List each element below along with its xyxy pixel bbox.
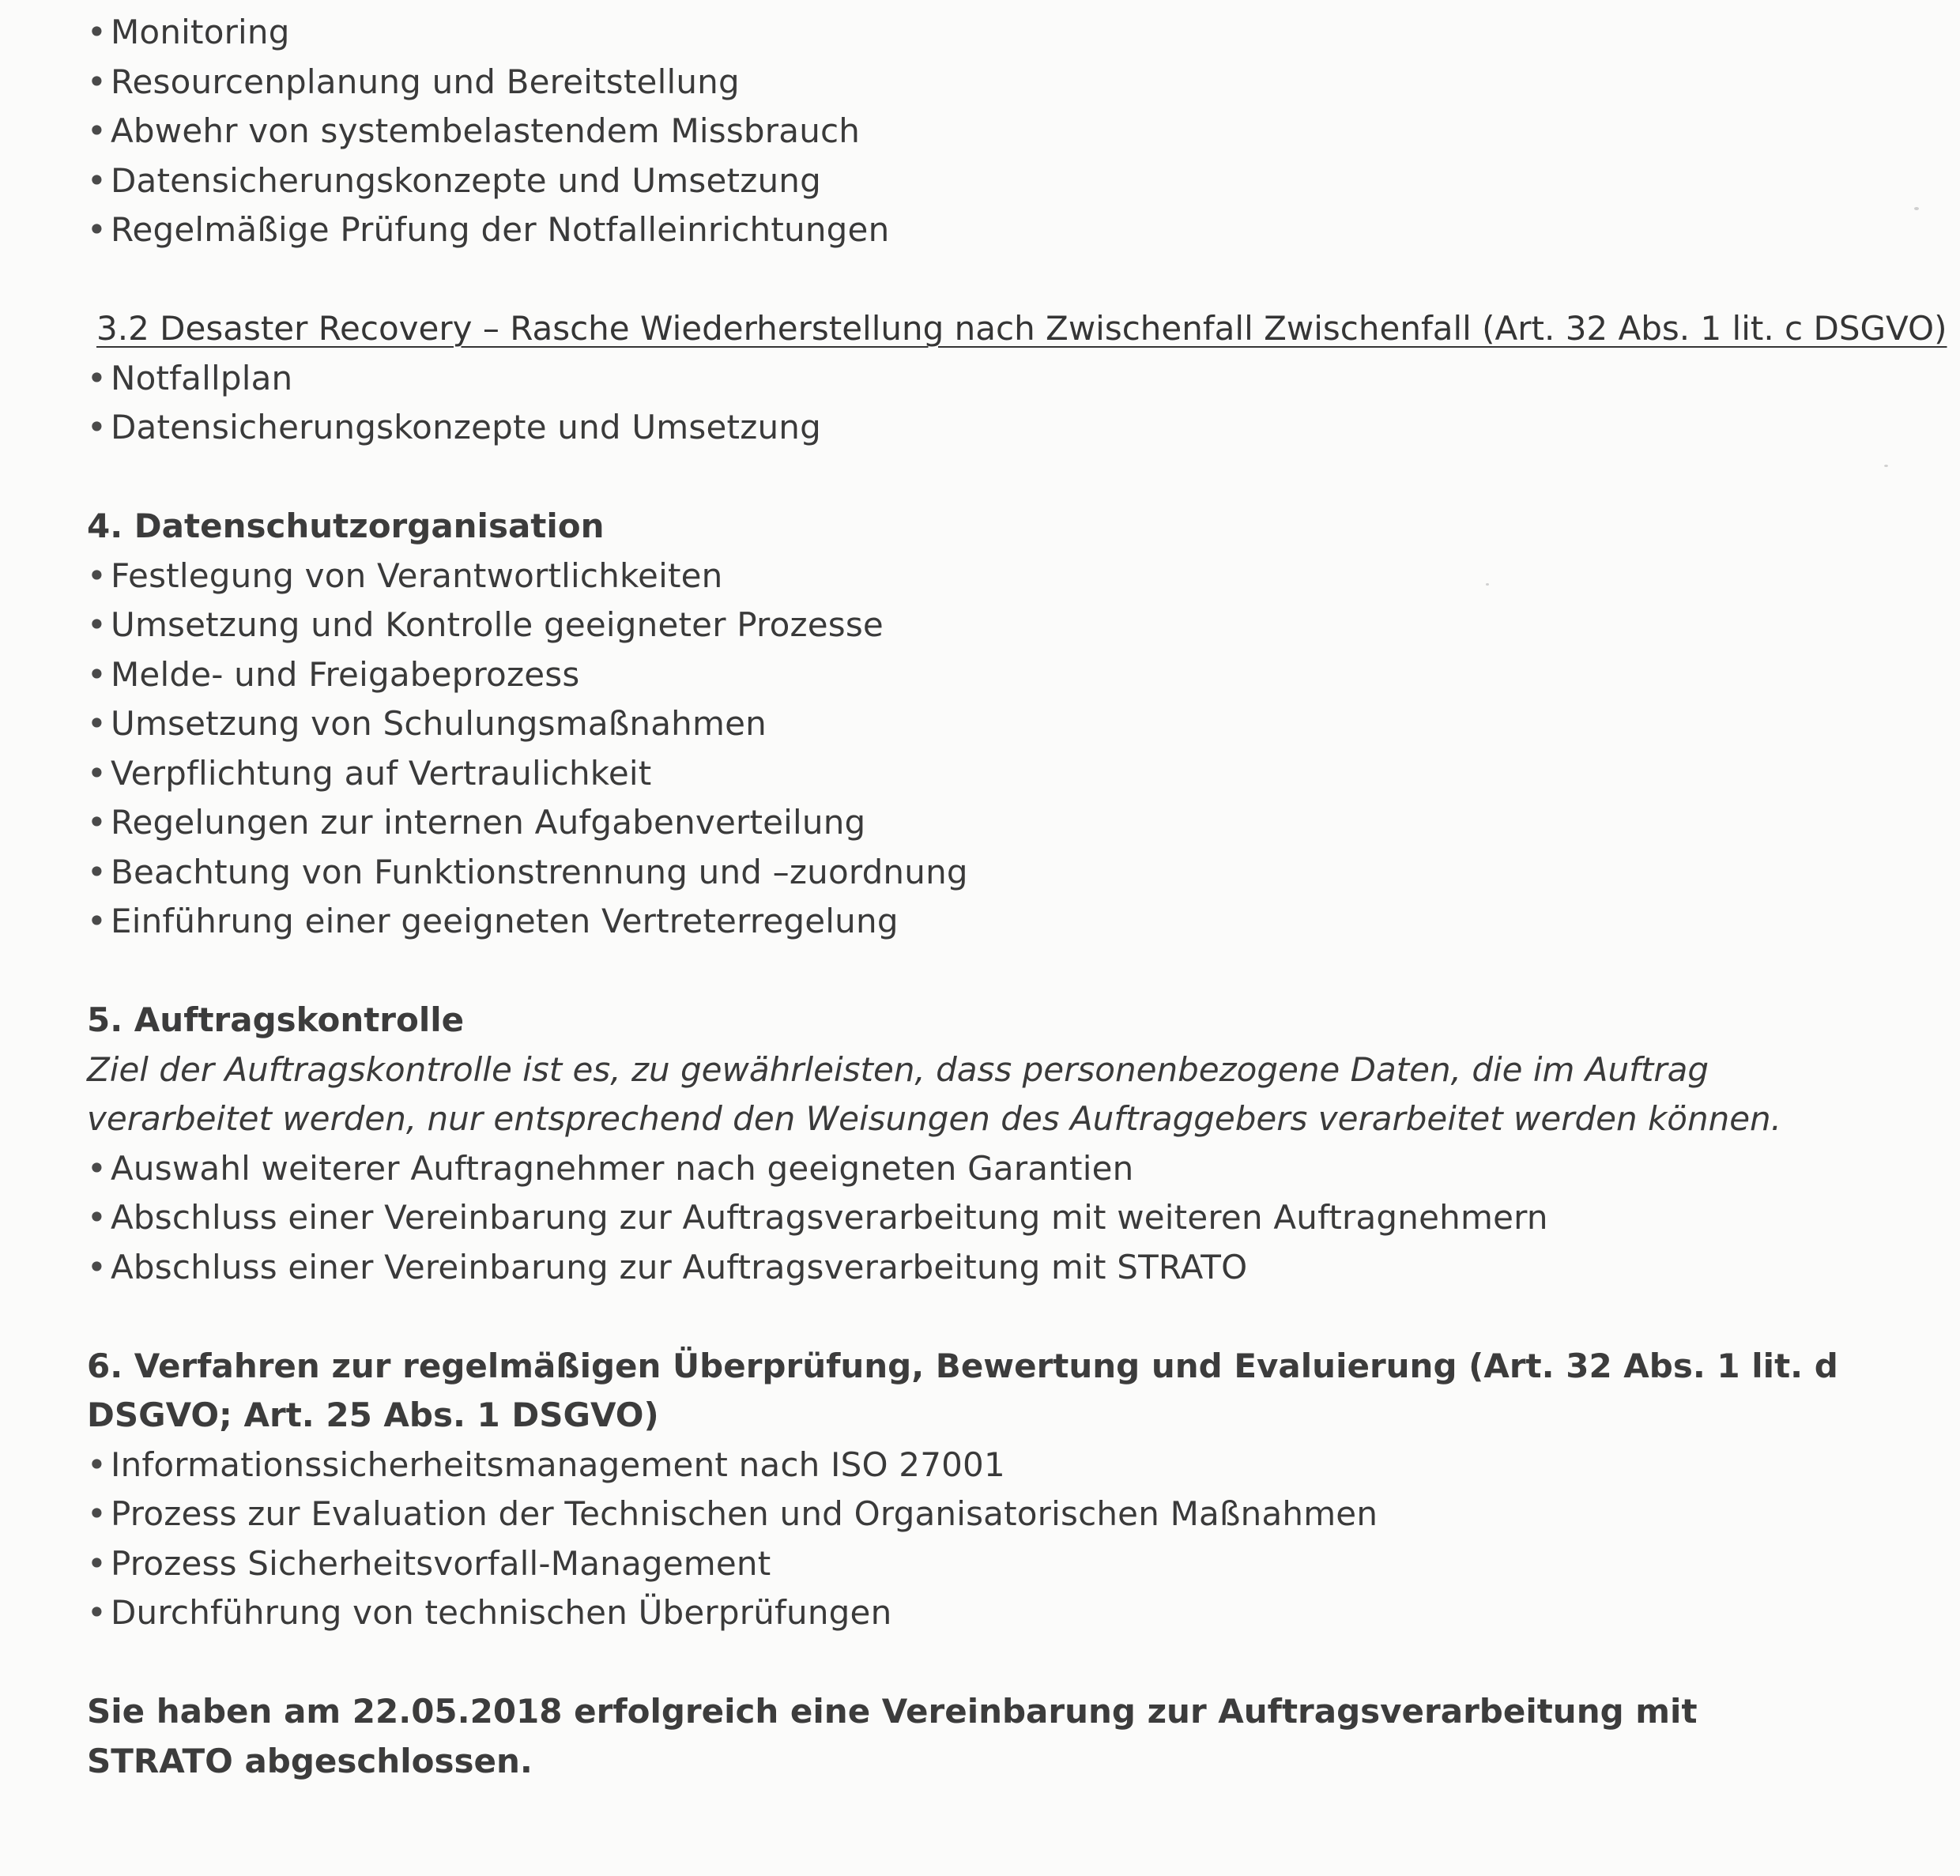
bullet-icon: • (87, 408, 107, 446)
bullet-icon: • (87, 902, 107, 940)
list-item: • Verpflichtung auf Vertraulichkeit (87, 749, 1936, 799)
bullet-icon: • (87, 111, 107, 150)
section-spacer (87, 255, 1936, 305)
bullet-icon: • (87, 1543, 107, 1583)
list-item: • Notfallplan (87, 354, 1936, 404)
list-item: • Abschluss einer Vereinbarung zur Auftragsverarbeitung mit STRATO (87, 1243, 1936, 1293)
bullet-icon: • (87, 13, 107, 51)
section-heading: 5. Auftragskontrolle (87, 1000, 465, 1039)
document-body (87, 8, 1947, 1786)
list-item: • Festlegung von Verantwortlichkeiten (87, 552, 1936, 601)
list-item: • Regelmäßige Prüfung der Notfalleinrichtungen (87, 205, 1936, 255)
bullet-icon: • (87, 605, 107, 644)
bullet-icon: • (87, 1494, 107, 1533)
list-item: • Umsetzung und Kontrolle geeigneter Prozesse (87, 601, 1936, 650)
bullet-icon: • (87, 852, 107, 891)
bullet-icon: • (87, 1593, 107, 1632)
section-spacer (87, 1292, 1936, 1342)
bullet-icon: • (87, 1445, 107, 1484)
bullet-icon: • (87, 210, 107, 249)
section-spacer (87, 453, 1936, 503)
bullet-icon: • (87, 556, 107, 595)
bullet-icon: • (87, 1148, 107, 1188)
bullet-icon: • (87, 358, 107, 397)
list-item: • Beachtung von Funktionstrennung und –zuordnung (87, 848, 1936, 898)
section-heading: 3.2 Desaster Recovery – Rasche Wiederherstellung nach Zwischenfall Zwischenfall (Art. 32 Abs. 1 lit. c DSGVO) (96, 309, 1947, 348)
bullet-icon: • (87, 160, 107, 200)
bullet-icon: • (87, 1198, 107, 1237)
list-item: • Informationssicherheitsmanagement nach ISO 27001 (87, 1441, 1936, 1490)
section-spacer (87, 1638, 1936, 1688)
bullet-icon: • (87, 62, 107, 101)
list-item: • Abschluss einer Vereinbarung zur Auftragsverarbeitung mit weiteren Auftragnehmern (87, 1193, 1936, 1243)
list-item: • Monitoring (87, 8, 1936, 58)
section-6 (87, 1342, 1936, 1638)
list-item: • Auswahl weiterer Auftragnehmer nach geeigneten Garantien (87, 1144, 1936, 1194)
top-list (87, 8, 1936, 255)
list-item: • Abwehr von systembelastendem Missbrauch (87, 107, 1936, 156)
section-heading: 6. Verfahren zur regelmäßigen Überprüfung, Bewertung und Evaluierung (Art. 32 Abs. 1 lit. d DSGVO; Art. 25 Abs. 1 DSGVO) (87, 1346, 1838, 1434)
bullet-icon: • (87, 753, 107, 793)
list-item: • Regelungen zur internen Aufgabenverteilung (87, 798, 1936, 848)
list-item: • Einführung einer geeigneten Vertreterregelung (87, 897, 1936, 947)
section-3-2 (87, 304, 1947, 453)
list-item: • Datensicherungskonzepte und Umsetzung (87, 156, 1936, 206)
list-item: • Prozess Sicherheitsvorfall-Management (87, 1539, 1936, 1589)
bullet-icon: • (87, 654, 107, 694)
closing-statement: Sie haben am 22.05.2018 erfolgreich eine Vereinbarung zur Auftragsverarbeitung mit STRATO abgeschlossen. (87, 1692, 1698, 1780)
bullet-icon: • (87, 1247, 107, 1286)
bullet-icon: • (87, 704, 107, 743)
section-5 (87, 996, 1936, 1292)
list-item: • Melde- und Freigabeprozess (87, 650, 1936, 700)
list-item: • Durchführung von technischen Überprüfungen (87, 1588, 1936, 1638)
section-spacer (87, 947, 1936, 996)
list-item: • Datensicherungskonzepte und Umsetzung (87, 403, 1936, 453)
list-item: • Prozess zur Evaluation der Technischen und Organisatorischen Maßnahmen (87, 1490, 1936, 1539)
list-item: • Resourcenplanung und Bereitstellung (87, 58, 1936, 107)
section-heading: 4. Datenschutzorganisation (87, 507, 605, 545)
bullet-icon: • (87, 803, 107, 842)
section-description: Ziel der Auftragskontrolle ist es, zu gewährleisten, dass personenbezogene Daten, die im Auftrag verarbeitet werden, nur entsprechend den Weisungen des Auftraggebers verarbeitet werden können. (87, 1049, 1782, 1138)
section-4 (87, 502, 1936, 947)
list-item: • Umsetzung von Schulungsmaßnahmen (87, 699, 1936, 749)
